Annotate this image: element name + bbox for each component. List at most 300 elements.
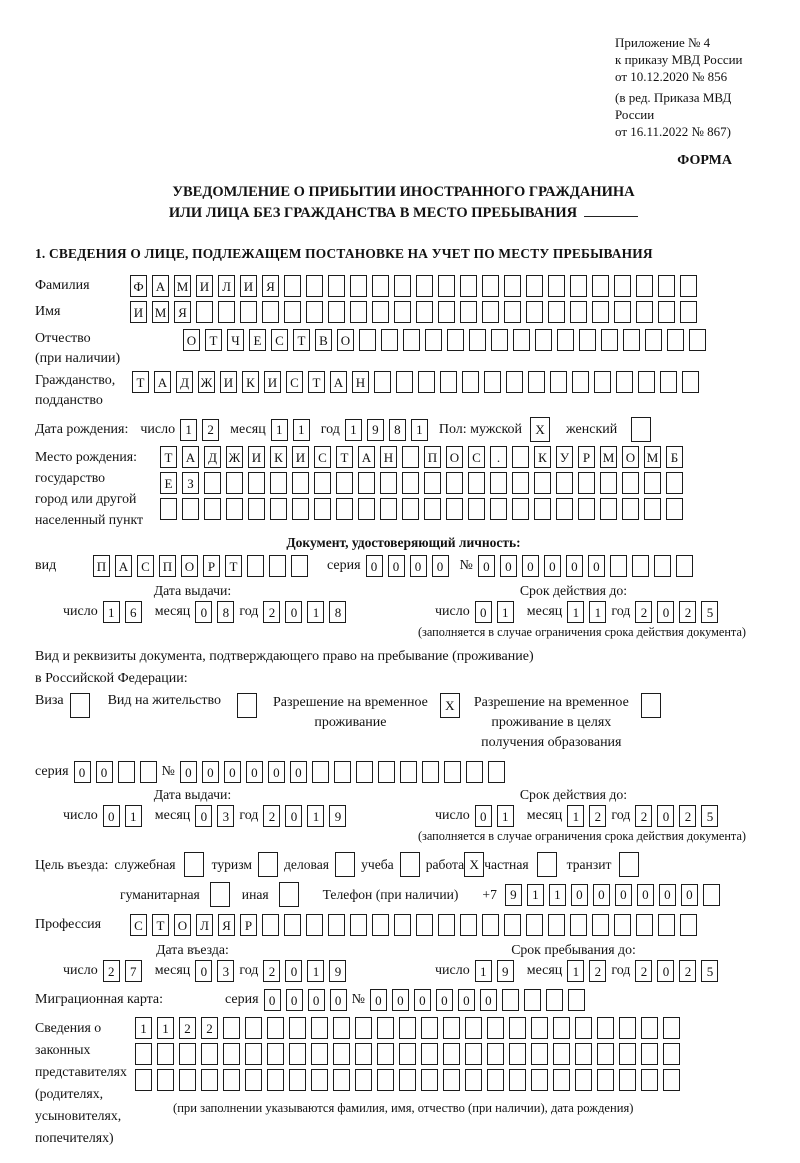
char-box[interactable]	[425, 329, 442, 351]
char-box[interactable]: А	[182, 446, 199, 468]
char-box[interactable]	[488, 761, 505, 783]
char-box[interactable]	[135, 1043, 152, 1065]
char-box[interactable]	[660, 371, 677, 393]
char-box[interactable]	[416, 301, 433, 323]
char-box[interactable]	[644, 472, 661, 494]
char-box[interactable]: 0	[330, 989, 347, 1011]
char-box[interactable]	[658, 914, 675, 936]
char-box[interactable]	[179, 1043, 196, 1065]
char-box[interactable]: 0	[195, 601, 212, 623]
char-box[interactable]	[245, 1069, 262, 1091]
char-box[interactable]: 0	[475, 601, 492, 623]
char-box[interactable]: Н	[380, 446, 397, 468]
char-box[interactable]: 9	[329, 960, 346, 982]
char-box[interactable]	[579, 329, 596, 351]
char-box[interactable]	[622, 472, 639, 494]
char-box[interactable]: 0	[410, 555, 427, 577]
char-box[interactable]	[312, 761, 329, 783]
char-box[interactable]	[402, 472, 419, 494]
char-box[interactable]	[267, 1043, 284, 1065]
char-box[interactable]	[223, 1069, 240, 1091]
char-box[interactable]: 1	[103, 601, 120, 623]
char-box[interactable]: 0	[264, 989, 281, 1011]
char-box[interactable]	[292, 472, 309, 494]
purpose-business-checkbox[interactable]	[335, 852, 355, 877]
char-box[interactable]	[491, 329, 508, 351]
char-box[interactable]	[487, 1043, 504, 1065]
char-box[interactable]	[201, 1043, 218, 1065]
char-box[interactable]: О	[446, 446, 463, 468]
char-box[interactable]	[333, 1043, 350, 1065]
char-box[interactable]	[438, 914, 455, 936]
char-box[interactable]: 0	[637, 884, 654, 906]
char-box[interactable]: Л	[218, 275, 235, 297]
char-box[interactable]: Н	[352, 371, 369, 393]
char-box[interactable]: Р	[240, 914, 257, 936]
char-box[interactable]: В	[315, 329, 332, 351]
char-box[interactable]	[534, 472, 551, 494]
char-box[interactable]	[226, 498, 243, 520]
char-box[interactable]: Т	[152, 914, 169, 936]
purpose-humanitarian-checkbox[interactable]	[210, 882, 230, 907]
char-box[interactable]	[135, 1069, 152, 1091]
char-box[interactable]: 6	[125, 601, 142, 623]
char-box[interactable]	[504, 275, 521, 297]
char-box[interactable]	[400, 761, 417, 783]
char-box[interactable]	[680, 275, 697, 297]
char-box[interactable]: 1	[125, 805, 142, 827]
char-box[interactable]: Ж	[198, 371, 215, 393]
char-box[interactable]	[572, 371, 589, 393]
char-box[interactable]	[267, 1017, 284, 1039]
char-box[interactable]	[336, 472, 353, 494]
char-box[interactable]	[399, 1069, 416, 1091]
char-box[interactable]	[284, 275, 301, 297]
char-box[interactable]	[667, 329, 684, 351]
char-box[interactable]: 0	[500, 555, 517, 577]
char-box[interactable]	[469, 329, 486, 351]
char-box[interactable]	[682, 371, 699, 393]
char-box[interactable]	[557, 329, 574, 351]
char-box[interactable]: 1	[497, 601, 514, 623]
char-box[interactable]	[306, 301, 323, 323]
char-box[interactable]: 1	[345, 419, 362, 441]
char-box[interactable]	[240, 301, 257, 323]
char-box[interactable]: З	[182, 472, 199, 494]
char-box[interactable]: М	[174, 275, 191, 297]
char-box[interactable]: 0	[308, 989, 325, 1011]
char-box[interactable]: 0	[246, 761, 263, 783]
char-box[interactable]: 2	[679, 805, 696, 827]
char-box[interactable]: 8	[329, 601, 346, 623]
char-box[interactable]	[328, 914, 345, 936]
char-box[interactable]: Т	[308, 371, 325, 393]
char-box[interactable]: 2	[679, 601, 696, 623]
char-box[interactable]: А	[115, 555, 132, 577]
visa-checkbox[interactable]	[70, 693, 90, 718]
char-box[interactable]	[619, 1069, 636, 1091]
char-box[interactable]: Я	[218, 914, 235, 936]
char-box[interactable]	[446, 498, 463, 520]
char-box[interactable]	[526, 914, 543, 936]
char-box[interactable]: Т	[160, 446, 177, 468]
char-box[interactable]: Е	[160, 472, 177, 494]
char-box[interactable]	[422, 761, 439, 783]
char-box[interactable]: 1	[411, 419, 428, 441]
char-box[interactable]	[440, 371, 457, 393]
char-box[interactable]: О	[181, 555, 198, 577]
char-box[interactable]	[374, 371, 391, 393]
char-box[interactable]: 1	[157, 1017, 174, 1039]
purpose-study-checkbox[interactable]	[400, 852, 420, 877]
char-box[interactable]	[226, 472, 243, 494]
char-box[interactable]: И	[196, 275, 213, 297]
char-box[interactable]	[358, 472, 375, 494]
char-box[interactable]	[680, 914, 697, 936]
char-box[interactable]	[600, 472, 617, 494]
char-box[interactable]	[465, 1069, 482, 1091]
char-box[interactable]	[570, 914, 587, 936]
char-box[interactable]	[548, 301, 565, 323]
char-box[interactable]: К	[270, 446, 287, 468]
char-box[interactable]	[258, 852, 278, 877]
char-box[interactable]	[663, 1043, 680, 1065]
char-box[interactable]	[399, 1043, 416, 1065]
char-box[interactable]	[248, 498, 265, 520]
char-box[interactable]	[460, 301, 477, 323]
residence-permit-checkbox[interactable]	[237, 693, 257, 718]
char-box[interactable]: 2	[635, 601, 652, 623]
char-box[interactable]: И	[130, 301, 147, 323]
char-box[interactable]: С	[271, 329, 288, 351]
char-box[interactable]	[553, 1043, 570, 1065]
char-box[interactable]	[201, 1069, 218, 1091]
char-box[interactable]	[600, 498, 617, 520]
char-box[interactable]: 0	[285, 960, 302, 982]
char-box[interactable]	[218, 301, 235, 323]
char-box[interactable]	[237, 693, 257, 718]
char-box[interactable]	[355, 1043, 372, 1065]
char-box[interactable]	[534, 498, 551, 520]
char-box[interactable]	[292, 498, 309, 520]
char-box[interactable]: 0	[392, 989, 409, 1011]
char-box[interactable]: 0	[657, 960, 674, 982]
char-box[interactable]	[556, 498, 573, 520]
char-box[interactable]	[568, 989, 585, 1011]
char-box[interactable]	[314, 472, 331, 494]
char-box[interactable]	[490, 498, 507, 520]
char-box[interactable]: 8	[389, 419, 406, 441]
char-box[interactable]	[548, 275, 565, 297]
char-box[interactable]: 2	[201, 1017, 218, 1039]
char-box[interactable]	[328, 301, 345, 323]
char-box[interactable]: 0	[458, 989, 475, 1011]
char-box[interactable]	[619, 1017, 636, 1039]
char-box[interactable]: 0	[436, 989, 453, 1011]
char-box[interactable]: 0	[432, 555, 449, 577]
char-box[interactable]	[421, 1043, 438, 1065]
char-box[interactable]: 3	[217, 805, 234, 827]
char-box[interactable]	[487, 1017, 504, 1039]
char-box[interactable]: Д	[176, 371, 193, 393]
char-box[interactable]	[267, 1069, 284, 1091]
char-box[interactable]	[289, 1043, 306, 1065]
char-box[interactable]	[641, 693, 661, 718]
char-box[interactable]	[184, 852, 204, 877]
char-box[interactable]: П	[93, 555, 110, 577]
char-box[interactable]: 2	[589, 960, 606, 982]
char-box[interactable]	[654, 555, 671, 577]
char-box[interactable]	[416, 914, 433, 936]
char-box[interactable]	[350, 275, 367, 297]
char-box[interactable]	[546, 989, 563, 1011]
char-box[interactable]: 0	[180, 761, 197, 783]
sex-female-checkbox[interactable]	[631, 417, 651, 442]
char-box[interactable]	[377, 1043, 394, 1065]
char-box[interactable]: X	[440, 693, 460, 718]
char-box[interactable]	[447, 329, 464, 351]
char-box[interactable]	[444, 761, 461, 783]
char-box[interactable]: К	[242, 371, 259, 393]
char-box[interactable]: С	[286, 371, 303, 393]
char-box[interactable]	[210, 882, 230, 907]
char-box[interactable]: И	[248, 446, 265, 468]
char-box[interactable]	[333, 1069, 350, 1091]
char-box[interactable]	[438, 275, 455, 297]
char-box[interactable]: 2	[202, 419, 219, 441]
char-box[interactable]: О	[183, 329, 200, 351]
char-box[interactable]	[334, 761, 351, 783]
char-box[interactable]	[350, 301, 367, 323]
char-box[interactable]	[140, 761, 157, 783]
char-box[interactable]: 2	[263, 805, 280, 827]
char-box[interactable]: С	[130, 914, 147, 936]
char-box[interactable]	[336, 498, 353, 520]
char-box[interactable]: 0	[522, 555, 539, 577]
char-box[interactable]: Ф	[130, 275, 147, 297]
char-box[interactable]	[394, 914, 411, 936]
temp-residence-permit-checkbox[interactable]	[440, 693, 460, 718]
char-box[interactable]	[160, 498, 177, 520]
char-box[interactable]	[645, 329, 662, 351]
char-box[interactable]	[378, 761, 395, 783]
char-box[interactable]: 2	[635, 805, 652, 827]
char-box[interactable]: 0	[615, 884, 632, 906]
char-box[interactable]	[531, 1043, 548, 1065]
char-box[interactable]: 0	[659, 884, 676, 906]
char-box[interactable]: И	[240, 275, 257, 297]
char-box[interactable]	[528, 371, 545, 393]
char-box[interactable]	[614, 914, 631, 936]
char-box[interactable]: С	[468, 446, 485, 468]
char-box[interactable]	[636, 301, 653, 323]
char-box[interactable]: Б	[666, 446, 683, 468]
char-box[interactable]	[289, 1017, 306, 1039]
char-box[interactable]	[118, 761, 135, 783]
char-box[interactable]: 0	[96, 761, 113, 783]
char-box[interactable]	[550, 371, 567, 393]
char-box[interactable]	[509, 1017, 526, 1039]
char-box[interactable]	[676, 555, 693, 577]
char-box[interactable]	[402, 446, 419, 468]
char-box[interactable]: 0	[657, 601, 674, 623]
char-box[interactable]	[424, 472, 441, 494]
char-box[interactable]	[570, 275, 587, 297]
char-box[interactable]	[487, 1069, 504, 1091]
char-box[interactable]: 1	[271, 419, 288, 441]
char-box[interactable]	[381, 329, 398, 351]
char-box[interactable]	[333, 1017, 350, 1039]
char-box[interactable]: О	[174, 914, 191, 936]
char-box[interactable]: А	[152, 275, 169, 297]
char-box[interactable]: 0	[566, 555, 583, 577]
char-box[interactable]	[641, 1017, 658, 1039]
char-box[interactable]	[396, 371, 413, 393]
char-box[interactable]	[570, 301, 587, 323]
edu-residence-permit-checkbox[interactable]	[641, 693, 661, 718]
char-box[interactable]: У	[556, 446, 573, 468]
char-box[interactable]	[658, 301, 675, 323]
char-box[interactable]: 0	[480, 989, 497, 1011]
char-box[interactable]	[502, 989, 519, 1011]
char-box[interactable]: О	[337, 329, 354, 351]
char-box[interactable]	[270, 472, 287, 494]
char-box[interactable]	[372, 275, 389, 297]
char-box[interactable]: 1	[293, 419, 310, 441]
char-box[interactable]	[262, 301, 279, 323]
char-box[interactable]: 8	[217, 601, 234, 623]
char-box[interactable]	[548, 914, 565, 936]
char-box[interactable]	[380, 498, 397, 520]
char-box[interactable]	[359, 329, 376, 351]
char-box[interactable]: 9	[505, 884, 522, 906]
char-box[interactable]	[658, 275, 675, 297]
char-box[interactable]	[468, 472, 485, 494]
char-box[interactable]	[482, 914, 499, 936]
char-box[interactable]	[556, 472, 573, 494]
char-box[interactable]	[416, 275, 433, 297]
char-box[interactable]: Ч	[227, 329, 244, 351]
char-box[interactable]	[535, 329, 552, 351]
char-box[interactable]	[328, 275, 345, 297]
char-box[interactable]	[680, 301, 697, 323]
char-box[interactable]	[247, 555, 264, 577]
char-box[interactable]: Т	[336, 446, 353, 468]
sex-male-checkbox[interactable]	[530, 417, 550, 442]
char-box[interactable]	[526, 301, 543, 323]
char-box[interactable]	[402, 498, 419, 520]
char-box[interactable]: Р	[578, 446, 595, 468]
purpose-transit-checkbox[interactable]	[619, 852, 639, 877]
char-box[interactable]	[592, 275, 609, 297]
char-box[interactable]	[504, 914, 521, 936]
char-box[interactable]	[465, 1043, 482, 1065]
char-box[interactable]	[424, 498, 441, 520]
char-box[interactable]	[377, 1017, 394, 1039]
char-box[interactable]	[594, 371, 611, 393]
char-box[interactable]	[421, 1017, 438, 1039]
char-box[interactable]: 0	[388, 555, 405, 577]
char-box[interactable]: Т	[225, 555, 242, 577]
char-box[interactable]	[616, 371, 633, 393]
char-box[interactable]	[157, 1043, 174, 1065]
char-box[interactable]: С	[137, 555, 154, 577]
char-box[interactable]	[314, 498, 331, 520]
char-box[interactable]: А	[330, 371, 347, 393]
char-box[interactable]: 1	[135, 1017, 152, 1039]
char-box[interactable]: 5	[701, 601, 718, 623]
char-box[interactable]	[356, 761, 373, 783]
char-box[interactable]	[641, 1069, 658, 1091]
char-box[interactable]	[553, 1069, 570, 1091]
char-box[interactable]	[204, 472, 221, 494]
char-box[interactable]	[394, 301, 411, 323]
char-box[interactable]: 0	[285, 601, 302, 623]
char-box[interactable]: 0	[268, 761, 285, 783]
char-box[interactable]	[641, 1043, 658, 1065]
char-box[interactable]: Д	[204, 446, 221, 468]
char-box[interactable]: 2	[679, 960, 696, 982]
char-box[interactable]	[196, 301, 213, 323]
char-box[interactable]	[421, 1069, 438, 1091]
char-box[interactable]: 0	[286, 989, 303, 1011]
char-box[interactable]	[597, 1043, 614, 1065]
char-box[interactable]	[663, 1069, 680, 1091]
char-box[interactable]	[284, 914, 301, 936]
char-box[interactable]	[245, 1043, 262, 1065]
char-box[interactable]	[418, 371, 435, 393]
char-box[interactable]	[394, 275, 411, 297]
char-box[interactable]	[663, 1017, 680, 1039]
char-box[interactable]	[490, 472, 507, 494]
char-box[interactable]	[335, 852, 355, 877]
char-box[interactable]: М	[600, 446, 617, 468]
char-box[interactable]: 0	[588, 555, 605, 577]
char-box[interactable]	[399, 1017, 416, 1039]
char-box[interactable]: 1	[475, 960, 492, 982]
char-box[interactable]: 0	[285, 805, 302, 827]
char-box[interactable]	[614, 275, 631, 297]
char-box[interactable]: Я	[262, 275, 279, 297]
char-box[interactable]	[597, 1017, 614, 1039]
char-box[interactable]	[311, 1069, 328, 1091]
char-box[interactable]: А	[154, 371, 171, 393]
char-box[interactable]	[644, 498, 661, 520]
char-box[interactable]	[509, 1043, 526, 1065]
purpose-work-checkbox[interactable]	[464, 852, 484, 877]
char-box[interactable]: 3	[217, 960, 234, 982]
char-box[interactable]	[372, 914, 389, 936]
char-box[interactable]: 0	[103, 805, 120, 827]
char-box[interactable]: 2	[103, 960, 120, 982]
char-box[interactable]	[509, 1069, 526, 1091]
char-box[interactable]: 0	[202, 761, 219, 783]
char-box[interactable]	[578, 498, 595, 520]
char-box[interactable]	[575, 1043, 592, 1065]
char-box[interactable]	[632, 555, 649, 577]
char-box[interactable]	[311, 1043, 328, 1065]
char-box[interactable]: 0	[366, 555, 383, 577]
char-box[interactable]: 1	[307, 960, 324, 982]
char-box[interactable]	[666, 498, 683, 520]
char-box[interactable]	[460, 275, 477, 297]
char-box[interactable]	[666, 472, 683, 494]
char-box[interactable]	[204, 498, 221, 520]
char-box[interactable]	[482, 275, 499, 297]
char-box[interactable]	[636, 275, 653, 297]
char-box[interactable]	[614, 301, 631, 323]
char-box[interactable]	[306, 914, 323, 936]
